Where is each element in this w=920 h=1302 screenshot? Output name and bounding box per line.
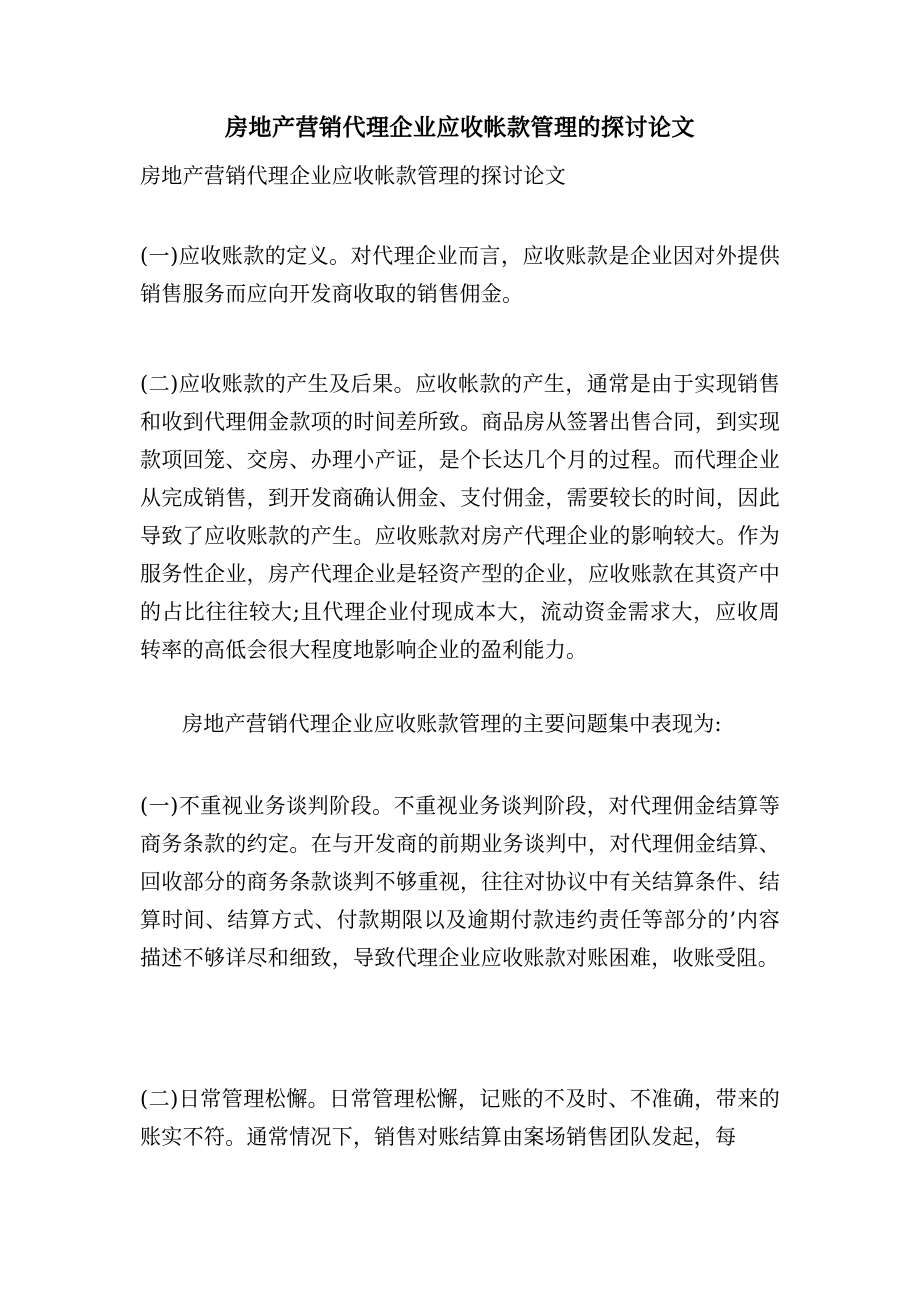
document-subtitle: 房地产营销代理企业应收帐款管理的探讨论文 [140,164,566,188]
paragraph-causes: (二)应收账款的产生及后果。应收帐款的产生，通常是由于实现销售和收到代理佣金款项的时间差所致。商品房从签署出售合同，到实现款项回笼、交房、办理小产证，是个长达几个月的过程。而代理企业从完成销售，到开发商确认佣金、支付佣金，需要较长的时间，因此导致了应收账款的产生。应收账款对房产代理企业的影响较大。作为服务性企业，房产代理企业是轻资产型的企业，应收账款在其资产中的占比往往较大;且代理企业付现成本大，流动资金需求大，应收周转率的高低会很大程度地影响企业的盈利能力。 [140,372,780,662]
paragraph-negotiation: (一)不重视业务谈判阶段。不重视业务谈判阶段，对代理佣金结算等商务条款的约定。在与开发商的前期业务谈判中，对代理佣金结算、回收部分的商务条款谈判不够重视，往往对协议中有关结算条件、结算时间、结算方式、付款期限以及逾期付款违约责任等部分的’内容描述不够详尽和细致，导致代理企业应收账款对账困难，收账受阻。 [140,794,780,970]
paragraph-daily-management: (二)日常管理松懈。日常管理松懈，记账的不及时、不准确，带来的账实不符。通常情况下，销售对账结算由案场销售团队发起，每 [140,1087,780,1149]
paragraph-main-problems: 房地产营销代理企业应收账款管理的主要问题集中表现为: [182,712,722,736]
paragraph-definition: (一)应收账款的定义。对代理企业而言，应收账款是企业因对外提供销售服务而应向开发商收取的销售佣金。 [140,244,780,306]
document-title: 房地产营销代理企业应收帐款管理的探讨论文 [225,114,695,141]
